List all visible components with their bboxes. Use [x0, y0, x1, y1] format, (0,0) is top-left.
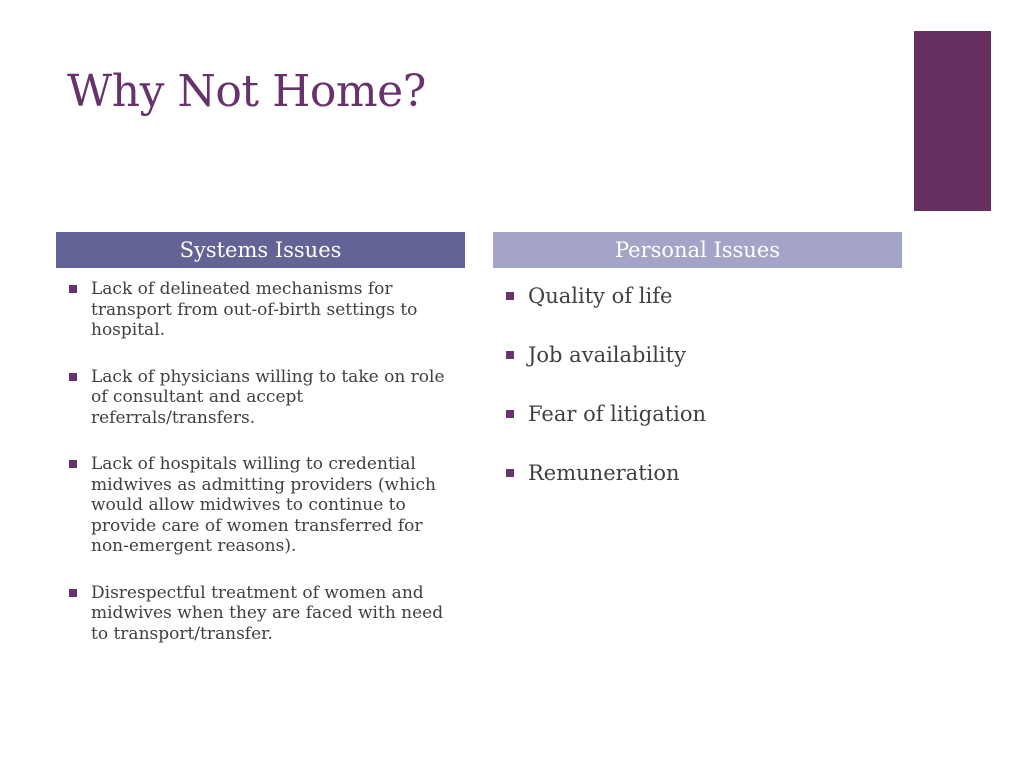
list-item-text: Quality of life — [528, 284, 673, 308]
list-item-text: Fear of litigation — [528, 402, 707, 426]
systems-issues-list — [68, 279, 463, 670]
list-item-text: Disrespectful treatment of women and midwives when they are faced with need to transport/transfer. — [91, 582, 444, 644]
square-bullet-icon — [69, 589, 77, 597]
list-item — [68, 454, 463, 557]
list-item-text: Job availability — [528, 343, 686, 367]
accent-bar — [914, 31, 991, 211]
square-bullet-icon — [506, 410, 514, 418]
list-item — [68, 583, 463, 645]
list-item — [505, 400, 895, 428]
personal-issues-header: Personal Issues — [493, 232, 902, 268]
square-bullet-icon — [506, 469, 514, 477]
list-item — [68, 367, 463, 429]
square-bullet-icon — [69, 373, 77, 381]
square-bullet-icon — [506, 351, 514, 359]
list-item — [505, 282, 895, 310]
list-item-text: Lack of delineated mechanisms for transport from out-of-birth settings to hospital. — [91, 279, 418, 340]
square-bullet-icon — [69, 460, 77, 468]
square-bullet-icon — [69, 285, 77, 293]
list-item — [505, 341, 895, 369]
square-bullet-icon — [506, 292, 514, 300]
systems-issues-header: Systems Issues — [56, 232, 465, 268]
list-item-text: Lack of physicians willing to take on role of consultant and accept referrals/transfers. — [91, 366, 445, 428]
personal-issues-list — [505, 282, 895, 518]
list-item-text: Remuneration — [528, 461, 680, 485]
slide-title: Why Not Home? — [67, 66, 426, 117]
list-item-text: Lack of hospitals willing to credential midwives as admitting providers (which would allow midwives to continue to provide care of women transferred for non-emergent reasons). — [91, 454, 436, 556]
list-item — [68, 279, 463, 341]
list-item — [505, 459, 895, 487]
